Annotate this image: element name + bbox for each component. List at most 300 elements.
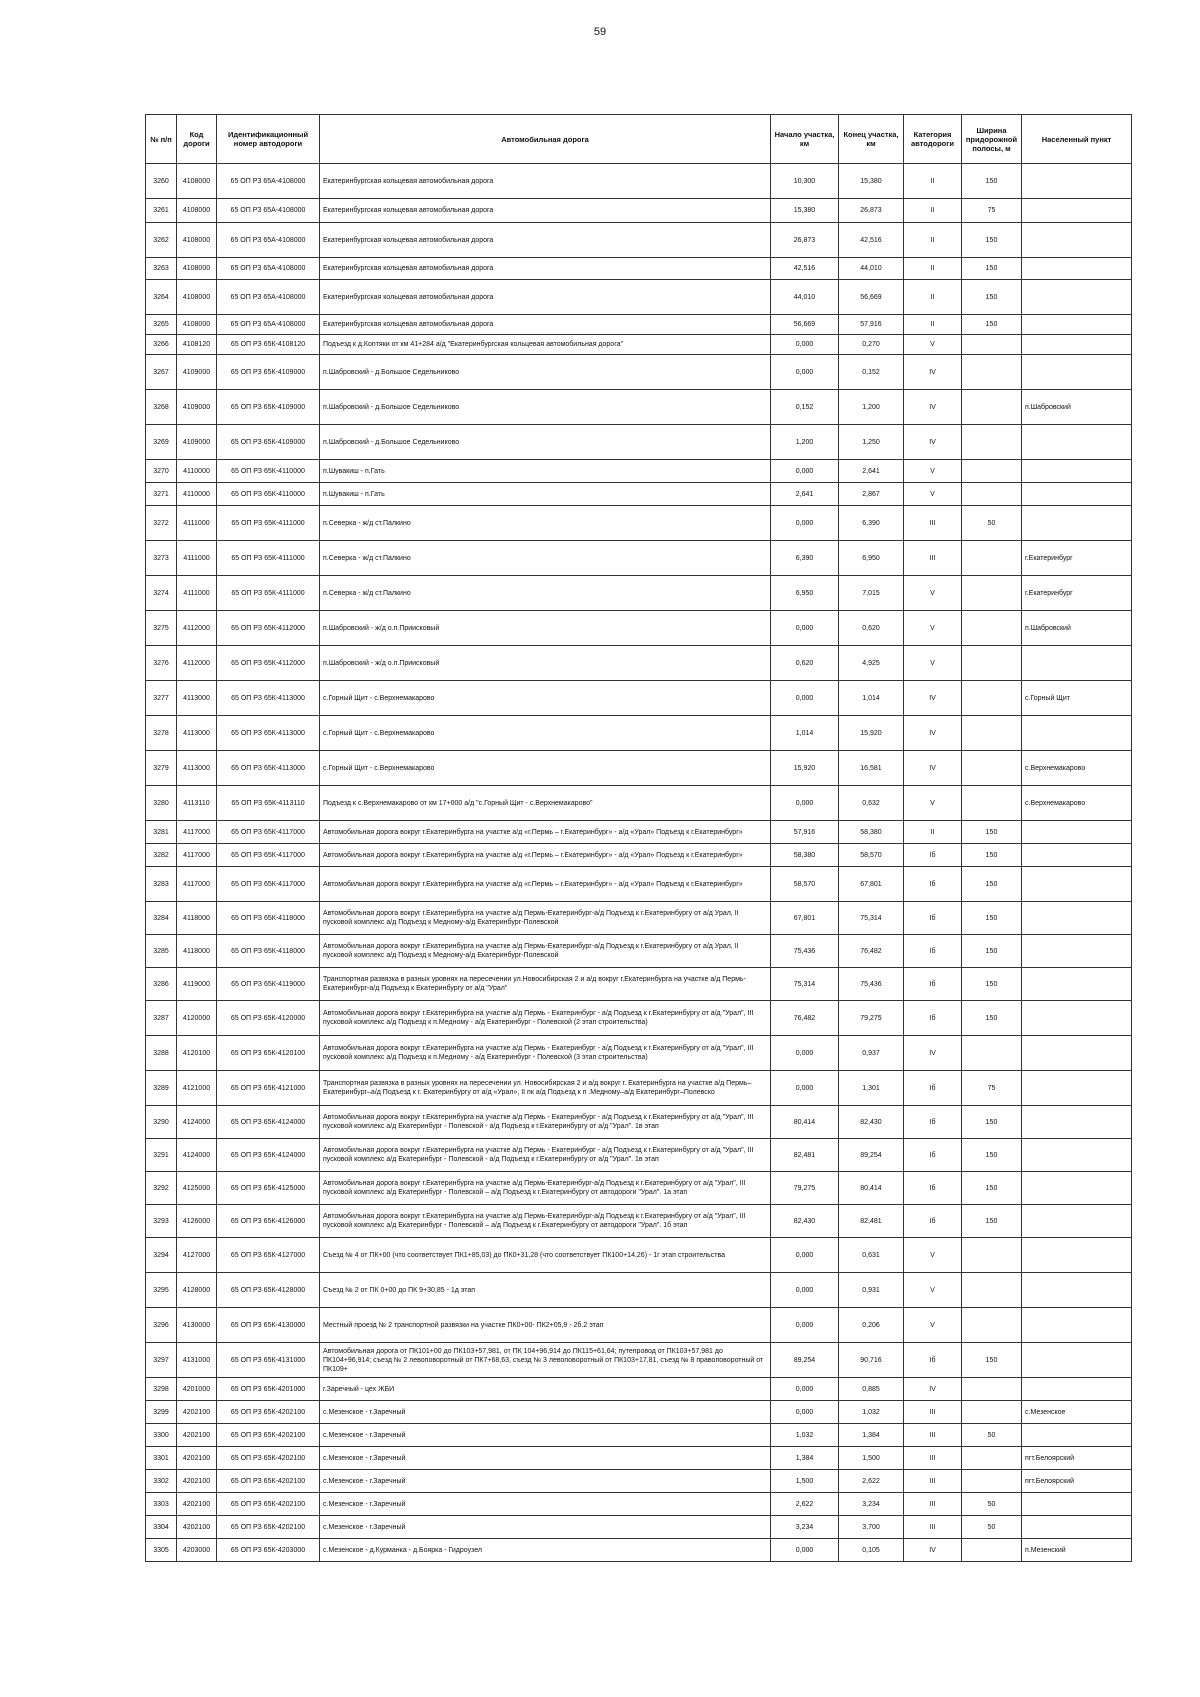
settlement-cell: г.Екатеринбург [1022, 541, 1132, 576]
road-category-cell: Iб [904, 968, 962, 1001]
row-number-cell: 3298 [146, 1378, 177, 1401]
settlement-cell [1022, 1516, 1132, 1539]
road-id-cell: 65 ОП РЗ 65К-4130000 [217, 1308, 320, 1343]
roadside-width-cell: 150 [962, 867, 1022, 902]
row-number-cell: 3271 [146, 483, 177, 506]
table-row [146, 751, 1132, 786]
road-id-cell: 65 ОП РЗ 65К-4111000 [217, 541, 320, 576]
road-category-cell: II [904, 199, 962, 223]
table-header-row [146, 115, 1132, 164]
road-name-cell: п.Шабровский - ж/д о.п.Приисковый [320, 611, 771, 646]
row-number-cell: 3294 [146, 1238, 177, 1273]
row-number-cell: 3305 [146, 1539, 177, 1562]
road-category-cell: III [904, 506, 962, 541]
road-name-cell: п.Северка - ж/д ст.Палкино [320, 541, 771, 576]
start-km-cell: 2,641 [771, 483, 839, 506]
end-km-cell: 58,380 [839, 821, 904, 844]
end-km-cell: 0,105 [839, 1539, 904, 1562]
settlement-cell: п.Шабровский [1022, 390, 1132, 425]
road-name-cell: Автомобильная дорога вокруг г.Екатеринбурга на участке а/д Пермь-Екатеринбург-а/д Подъезд к г.Екатеринбургу от а/д Урал, II пусковой комплекс а/д Подъезд к Медному-а/д Екатеринбург-Полевской [320, 935, 771, 968]
road-id-cell: 65 ОП РЗ 65К-4108120 [217, 335, 320, 355]
start-km-cell: 0,000 [771, 1273, 839, 1308]
start-km-cell: 42,516 [771, 258, 839, 280]
row-number-cell: 3266 [146, 335, 177, 355]
road-code-cell: 4111000 [177, 576, 217, 611]
road-category-cell: Iб [904, 867, 962, 902]
road-code-cell: 4130000 [177, 1308, 217, 1343]
road-id-cell: 65 ОП РЗ 65К-4118000 [217, 935, 320, 968]
road-id-cell: 65 ОП РЗ 65К-4202100 [217, 1516, 320, 1539]
table-row [146, 1139, 1132, 1172]
roadside-width-cell [962, 460, 1022, 483]
start-km-cell: 75,314 [771, 968, 839, 1001]
end-km-cell: 1,500 [839, 1447, 904, 1470]
settlement-cell [1022, 1493, 1132, 1516]
header-cell: Начало участка, км [771, 115, 839, 164]
roads-table [145, 114, 1132, 1562]
end-km-cell: 0,206 [839, 1308, 904, 1343]
roadside-width-cell: 150 [962, 164, 1022, 199]
road-name-cell: Автомобильная дорога вокруг г.Екатеринбурга на участке а/д Пермь - Екатеринбург - а/д Подъезд к г.Екатеринбургу от а/д "Урал", III пусковой комплекс а/д Екатеринбург - Полевской - а/д Подъезд к г.Екатеринбургу от а/д "Урал". 1в этап [320, 1139, 771, 1172]
road-id-cell: 65 ОП РЗ 65А-4108000 [217, 164, 320, 199]
road-name-cell: Екатеринбургская кольцевая автомобильная дорога [320, 315, 771, 335]
road-id-cell: 65 ОП РЗ 65К-4112000 [217, 611, 320, 646]
road-code-cell: 4108000 [177, 164, 217, 199]
road-code-cell: 4117000 [177, 844, 217, 867]
end-km-cell: 57,916 [839, 315, 904, 335]
row-number-cell: 3300 [146, 1424, 177, 1447]
header-cell: Автомобильная дорога [320, 115, 771, 164]
road-category-cell: II [904, 223, 962, 258]
row-number-cell: 3277 [146, 681, 177, 716]
settlement-cell [1022, 821, 1132, 844]
start-km-cell: 0,000 [771, 1539, 839, 1562]
road-name-cell: с.Мезенское - г.Заречный [320, 1424, 771, 1447]
settlement-cell [1022, 483, 1132, 506]
road-code-cell: 4113000 [177, 751, 217, 786]
road-code-cell: 4117000 [177, 821, 217, 844]
road-code-cell: 4121000 [177, 1071, 217, 1106]
settlement-cell [1022, 425, 1132, 460]
end-km-cell: 1,250 [839, 425, 904, 460]
end-km-cell: 6,390 [839, 506, 904, 541]
settlement-cell [1022, 460, 1132, 483]
row-number-cell: 3289 [146, 1071, 177, 1106]
road-code-cell: 4117000 [177, 867, 217, 902]
end-km-cell: 16,581 [839, 751, 904, 786]
row-number-cell: 3282 [146, 844, 177, 867]
road-id-cell: 65 ОП РЗ 65К-4124000 [217, 1139, 320, 1172]
road-code-cell: 4108000 [177, 223, 217, 258]
road-name-cell: Съезд № 4 от ПК+00 (что соответствует ПК1+85,03) до ПК0+31,28 (что соответствует ПК100+14,26) - 1г этап строительства [320, 1238, 771, 1273]
roadside-width-cell: 75 [962, 199, 1022, 223]
road-category-cell: IV [904, 681, 962, 716]
end-km-cell: 1,032 [839, 1401, 904, 1424]
road-code-cell: 4111000 [177, 506, 217, 541]
road-category-cell: IV [904, 1036, 962, 1071]
roadside-width-cell [962, 1470, 1022, 1493]
road-id-cell: 65 ОП РЗ 65А-4108000 [217, 258, 320, 280]
roadside-width-cell [962, 1238, 1022, 1273]
road-name-cell: с.Мезенское - г.Заречный [320, 1470, 771, 1493]
road-id-cell: 65 ОП РЗ 65К-4117000 [217, 867, 320, 902]
road-category-cell: III [904, 541, 962, 576]
road-name-cell: Подъезд к с.Верхнемакарово от км 17+000 а/д "с.Горный Щит - с.Верхнемакарово" [320, 786, 771, 821]
table-row [146, 844, 1132, 867]
settlement-cell [1022, 506, 1132, 541]
road-id-cell: 65 ОП РЗ 65К-4124000 [217, 1106, 320, 1139]
road-category-cell: Iб [904, 844, 962, 867]
road-code-cell: 4202100 [177, 1516, 217, 1539]
settlement-cell [1022, 223, 1132, 258]
roadside-width-cell: 150 [962, 258, 1022, 280]
end-km-cell: 56,669 [839, 280, 904, 315]
row-number-cell: 3262 [146, 223, 177, 258]
table-body [146, 164, 1132, 1562]
road-code-cell: 4202100 [177, 1401, 217, 1424]
row-number-cell: 3304 [146, 1516, 177, 1539]
start-km-cell: 1,500 [771, 1470, 839, 1493]
table-row [146, 968, 1132, 1001]
start-km-cell: 15,380 [771, 199, 839, 223]
row-number-cell: 3303 [146, 1493, 177, 1516]
roadside-width-cell: 150 [962, 1205, 1022, 1238]
end-km-cell: 0,937 [839, 1036, 904, 1071]
road-name-cell: п.Шувакиш - п.Гать [320, 460, 771, 483]
roadside-width-cell [962, 576, 1022, 611]
road-id-cell: 65 ОП РЗ 65К-4120100 [217, 1036, 320, 1071]
road-code-cell: 4108000 [177, 280, 217, 315]
roadside-width-cell [962, 646, 1022, 681]
settlement-cell: п.Мезенский [1022, 1539, 1132, 1562]
table-row [146, 541, 1132, 576]
road-name-cell: Автомобильная дорога от ПК101+00 до ПК103+57,981, от ПК 104+96,914 до ПК115+61,64; путепровод от ПК103+57,981 до ПК104+96,914; съезд № 2 левоповоротный от ПК7+68,63, съезд № 3 левоповоротный от ПК103+17,81, съезд № 8 правоповоротный от ПК109+ [320, 1343, 771, 1378]
road-code-cell: 4113000 [177, 716, 217, 751]
roadside-width-cell: 150 [962, 280, 1022, 315]
road-code-cell: 4119000 [177, 968, 217, 1001]
table-row [146, 681, 1132, 716]
table-row [146, 1172, 1132, 1205]
start-km-cell: 0,000 [771, 1378, 839, 1401]
end-km-cell: 75,436 [839, 968, 904, 1001]
start-km-cell: 1,014 [771, 716, 839, 751]
end-km-cell: 82,481 [839, 1205, 904, 1238]
settlement-cell [1022, 935, 1132, 968]
end-km-cell: 76,482 [839, 935, 904, 968]
end-km-cell: 2,867 [839, 483, 904, 506]
road-name-cell: Автомобильная дорога вокруг г.Екатеринбурга на участке а/д Пермь - Екатеринбург - а/д Подъезд к г.Екатеринбургу от а/д "Урал", III пусковой комплекс а/д Екатеринбург - Полевской - а/д Подъезд к г.Екатеринбургу от а/д "Урал". 1в этап [320, 1106, 771, 1139]
road-id-cell: 65 ОП РЗ 65К-4203000 [217, 1539, 320, 1562]
road-id-cell: 65 ОП РЗ 65К-4109000 [217, 390, 320, 425]
road-id-cell: 65 ОП РЗ 65К-4109000 [217, 425, 320, 460]
table-row [146, 1036, 1132, 1071]
start-km-cell: 58,570 [771, 867, 839, 902]
start-km-cell: 0,000 [771, 460, 839, 483]
road-name-cell: Транспортная развязка в разных уровнях на пересечении ул.Новосибирская 2 и а/д вокруг г.Екатеринбурга на участке а/д Пермь-Екатеринбург-а/д Подъезд к Екатеринбургу от а/д "Урал" [320, 968, 771, 1001]
end-km-cell: 90,716 [839, 1343, 904, 1378]
start-km-cell: 2,622 [771, 1493, 839, 1516]
start-km-cell: 0,620 [771, 646, 839, 681]
settlement-cell [1022, 1424, 1132, 1447]
road-name-cell: с.Горный Щит - с.Верхнемакарово [320, 716, 771, 751]
end-km-cell: 7,015 [839, 576, 904, 611]
road-name-cell: Автомобильная дорога вокруг г.Екатеринбурга на участке а/д Пермь-Екатеринбург-а/д Подъезд к г.Екатеринбургу от а/д "Урал", III пусковой комплекс а/д Екатеринбург - Полевской – а/д Подъезд к г.Екатеринбургу от автодороги "Урал". 1б этап [320, 1205, 771, 1238]
road-name-cell: с.Горный Щит - с.Верхнемакарово [320, 751, 771, 786]
end-km-cell: 3,700 [839, 1516, 904, 1539]
roadside-width-cell: 150 [962, 844, 1022, 867]
roadside-width-cell [962, 335, 1022, 355]
road-id-cell: 65 ОП РЗ 65К-4131000 [217, 1343, 320, 1378]
table-row [146, 1273, 1132, 1308]
table-row [146, 821, 1132, 844]
table-row [146, 646, 1132, 681]
table-row [146, 1071, 1132, 1106]
end-km-cell: 0,632 [839, 786, 904, 821]
settlement-cell [1022, 844, 1132, 867]
end-km-cell: 0,270 [839, 335, 904, 355]
road-name-cell: Автомобильная дорога вокруг г.Екатеринбурга на участке а/д Пермь - Екатеринбург - а/д Подъезд к г.Екатеринбургу от а/д "Урал", III пусковой комплекс а/д Подъезд к п.Медному - а/д Екатеринбург - Полевской (3 этап строительства) [320, 1036, 771, 1071]
end-km-cell: 58,570 [839, 844, 904, 867]
table-row [146, 576, 1132, 611]
table-row [146, 1470, 1132, 1493]
end-km-cell: 15,380 [839, 164, 904, 199]
road-category-cell: V [904, 483, 962, 506]
road-category-cell: IV [904, 716, 962, 751]
road-name-cell: п.Северка - ж/д ст.Палкино [320, 576, 771, 611]
road-id-cell: 65 ОП РЗ 65К-4110000 [217, 483, 320, 506]
row-number-cell: 3301 [146, 1447, 177, 1470]
road-code-cell: 4112000 [177, 611, 217, 646]
road-id-cell: 65 ОП РЗ 65К-4113000 [217, 681, 320, 716]
header-cell: № п/п [146, 115, 177, 164]
row-number-cell: 3290 [146, 1106, 177, 1139]
road-code-cell: 4131000 [177, 1343, 217, 1378]
road-category-cell: V [904, 611, 962, 646]
road-id-cell: 65 ОП РЗ 65А-4108000 [217, 199, 320, 223]
table-row [146, 1308, 1132, 1343]
road-name-cell: п.Шабровский - д.Большое Седельниково [320, 390, 771, 425]
road-code-cell: 4108000 [177, 315, 217, 335]
road-category-cell: V [904, 1308, 962, 1343]
road-code-cell: 4124000 [177, 1139, 217, 1172]
roadside-width-cell: 150 [962, 935, 1022, 968]
road-category-cell: II [904, 280, 962, 315]
end-km-cell: 80,414 [839, 1172, 904, 1205]
road-code-cell: 4109000 [177, 390, 217, 425]
road-name-cell: Екатеринбургская кольцевая автомобильная дорога [320, 164, 771, 199]
settlement-cell [1022, 335, 1132, 355]
road-code-cell: 4124000 [177, 1106, 217, 1139]
settlement-cell [1022, 258, 1132, 280]
road-category-cell: V [904, 1238, 962, 1273]
road-category-cell: Iб [904, 902, 962, 935]
roadside-width-cell: 150 [962, 1172, 1022, 1205]
start-km-cell: 44,010 [771, 280, 839, 315]
road-code-cell: 4126000 [177, 1205, 217, 1238]
end-km-cell: 1,014 [839, 681, 904, 716]
row-number-cell: 3267 [146, 355, 177, 390]
table-row [146, 355, 1132, 390]
road-id-cell: 65 ОП РЗ 65К-4126000 [217, 1205, 320, 1238]
road-category-cell: Iб [904, 1106, 962, 1139]
road-code-cell: 4118000 [177, 935, 217, 968]
roadside-width-cell: 150 [962, 902, 1022, 935]
end-km-cell: 6,950 [839, 541, 904, 576]
row-number-cell: 3284 [146, 902, 177, 935]
road-name-cell: Местный проезд № 2 транспортной развязки на участке ПК0+00- ПК2+05,9 - 2б.2 этап [320, 1308, 771, 1343]
road-id-cell: 65 ОП РЗ 65К-4125000 [217, 1172, 320, 1205]
road-category-cell: IV [904, 1378, 962, 1401]
roadside-width-cell: 150 [962, 968, 1022, 1001]
table-row [146, 1001, 1132, 1036]
end-km-cell: 42,516 [839, 223, 904, 258]
start-km-cell: 6,950 [771, 576, 839, 611]
road-id-cell: 65 ОП РЗ 65К-4113110 [217, 786, 320, 821]
table-row [146, 223, 1132, 258]
end-km-cell: 1,301 [839, 1071, 904, 1106]
start-km-cell: 1,032 [771, 1424, 839, 1447]
header-cell: Категория автодороги [904, 115, 962, 164]
table-row [146, 335, 1132, 355]
start-km-cell: 67,801 [771, 902, 839, 935]
road-category-cell: V [904, 786, 962, 821]
start-km-cell: 0,000 [771, 611, 839, 646]
road-name-cell: г.Заречный - цех ЖБИ [320, 1378, 771, 1401]
table-row [146, 1447, 1132, 1470]
start-km-cell: 0,000 [771, 335, 839, 355]
end-km-cell: 67,801 [839, 867, 904, 902]
road-category-cell: Iб [904, 1343, 962, 1378]
start-km-cell: 3,234 [771, 1516, 839, 1539]
road-category-cell: II [904, 821, 962, 844]
start-km-cell: 89,254 [771, 1343, 839, 1378]
road-id-cell: 65 ОП РЗ 65А-4108000 [217, 315, 320, 335]
settlement-cell [1022, 1139, 1132, 1172]
road-code-cell: 4113110 [177, 786, 217, 821]
header-cell: Населенный пункт [1022, 115, 1132, 164]
start-km-cell: 0,000 [771, 506, 839, 541]
settlement-cell [1022, 1071, 1132, 1106]
start-km-cell: 82,430 [771, 1205, 839, 1238]
start-km-cell: 75,436 [771, 935, 839, 968]
row-number-cell: 3273 [146, 541, 177, 576]
roadside-width-cell: 150 [962, 1001, 1022, 1036]
road-name-cell: с.Мезенское - г.Заречный [320, 1401, 771, 1424]
row-number-cell: 3291 [146, 1139, 177, 1172]
road-category-cell: III [904, 1493, 962, 1516]
road-category-cell: V [904, 576, 962, 611]
row-number-cell: 3283 [146, 867, 177, 902]
road-id-cell: 65 ОП РЗ 65К-4109000 [217, 355, 320, 390]
row-number-cell: 3279 [146, 751, 177, 786]
road-code-cell: 4108120 [177, 335, 217, 355]
settlement-cell [1022, 1036, 1132, 1071]
road-category-cell: III [904, 1424, 962, 1447]
table-row [146, 425, 1132, 460]
road-code-cell: 4202100 [177, 1493, 217, 1516]
roadside-width-cell [962, 1308, 1022, 1343]
road-id-cell: 65 ОП РЗ 65К-4121000 [217, 1071, 320, 1106]
road-category-cell: II [904, 258, 962, 280]
roadside-width-cell [962, 355, 1022, 390]
road-id-cell: 65 ОП РЗ 65А-4108000 [217, 223, 320, 258]
row-number-cell: 3293 [146, 1205, 177, 1238]
settlement-cell [1022, 355, 1132, 390]
road-id-cell: 65 ОП РЗ 65К-4202100 [217, 1493, 320, 1516]
row-number-cell: 3264 [146, 280, 177, 315]
road-category-cell: IV [904, 1539, 962, 1562]
road-name-cell: с.Мезенское - г.Заречный [320, 1493, 771, 1516]
road-name-cell: Автомобильная дорога вокруг г.Екатеринбурга на участке а/д Пермь-Екатеринбург-а/д Подъезд к г.Екатеринбургу от а/д Урал, II пусковой комплекс а/д Подъезд к Медному-а/д Екатеринбург-Полевской [320, 902, 771, 935]
settlement-cell [1022, 1238, 1132, 1273]
row-number-cell: 3278 [146, 716, 177, 751]
settlement-cell: с.Мезенское [1022, 1401, 1132, 1424]
road-category-cell: V [904, 1273, 962, 1308]
road-code-cell: 4202100 [177, 1470, 217, 1493]
settlement-cell [1022, 1308, 1132, 1343]
road-category-cell: V [904, 460, 962, 483]
settlement-cell [1022, 199, 1132, 223]
road-code-cell: 4127000 [177, 1238, 217, 1273]
row-number-cell: 3302 [146, 1470, 177, 1493]
road-id-cell: 65 ОП РЗ 65К-4117000 [217, 844, 320, 867]
end-km-cell: 44,010 [839, 258, 904, 280]
row-number-cell: 3261 [146, 199, 177, 223]
row-number-cell: 3295 [146, 1273, 177, 1308]
settlement-cell [1022, 902, 1132, 935]
start-km-cell: 0,000 [771, 1238, 839, 1273]
settlement-cell [1022, 867, 1132, 902]
road-code-cell: 4202100 [177, 1424, 217, 1447]
settlement-cell [1022, 1378, 1132, 1401]
row-number-cell: 3296 [146, 1308, 177, 1343]
settlement-cell [1022, 1273, 1132, 1308]
end-km-cell: 0,620 [839, 611, 904, 646]
roadside-width-cell: 75 [962, 1071, 1022, 1106]
row-number-cell: 3268 [146, 390, 177, 425]
road-category-cell: Iб [904, 935, 962, 968]
start-km-cell: 10,300 [771, 164, 839, 199]
table-row [146, 1539, 1132, 1562]
settlement-cell: с.Горный Щит [1022, 681, 1132, 716]
road-code-cell: 4108000 [177, 258, 217, 280]
road-id-cell: 65 ОП РЗ 65К-4202100 [217, 1470, 320, 1493]
road-name-cell: п.Шабровский - д.Большое Седельниково [320, 425, 771, 460]
road-category-cell: Iб [904, 1071, 962, 1106]
start-km-cell: 79,275 [771, 1172, 839, 1205]
row-number-cell: 3281 [146, 821, 177, 844]
roadside-width-cell [962, 681, 1022, 716]
start-km-cell: 1,384 [771, 1447, 839, 1470]
table-row [146, 390, 1132, 425]
road-name-cell: Екатеринбургская кольцевая автомобильная дорога [320, 199, 771, 223]
roadside-width-cell: 150 [962, 223, 1022, 258]
settlement-cell [1022, 164, 1132, 199]
start-km-cell: 0,000 [771, 786, 839, 821]
start-km-cell: 0,000 [771, 1071, 839, 1106]
roadside-width-cell: 150 [962, 315, 1022, 335]
row-number-cell: 3297 [146, 1343, 177, 1378]
start-km-cell: 0,000 [771, 355, 839, 390]
settlement-cell: с.Верхнемакарово [1022, 751, 1132, 786]
road-id-cell: 65 ОП РЗ 65К-4111000 [217, 506, 320, 541]
roadside-width-cell [962, 751, 1022, 786]
settlement-cell [1022, 716, 1132, 751]
road-name-cell: п.Шувакиш - п.Гать [320, 483, 771, 506]
road-category-cell: Iб [904, 1205, 962, 1238]
road-name-cell: с.Мезенское - г.Заречный [320, 1447, 771, 1470]
table-row [146, 258, 1132, 280]
